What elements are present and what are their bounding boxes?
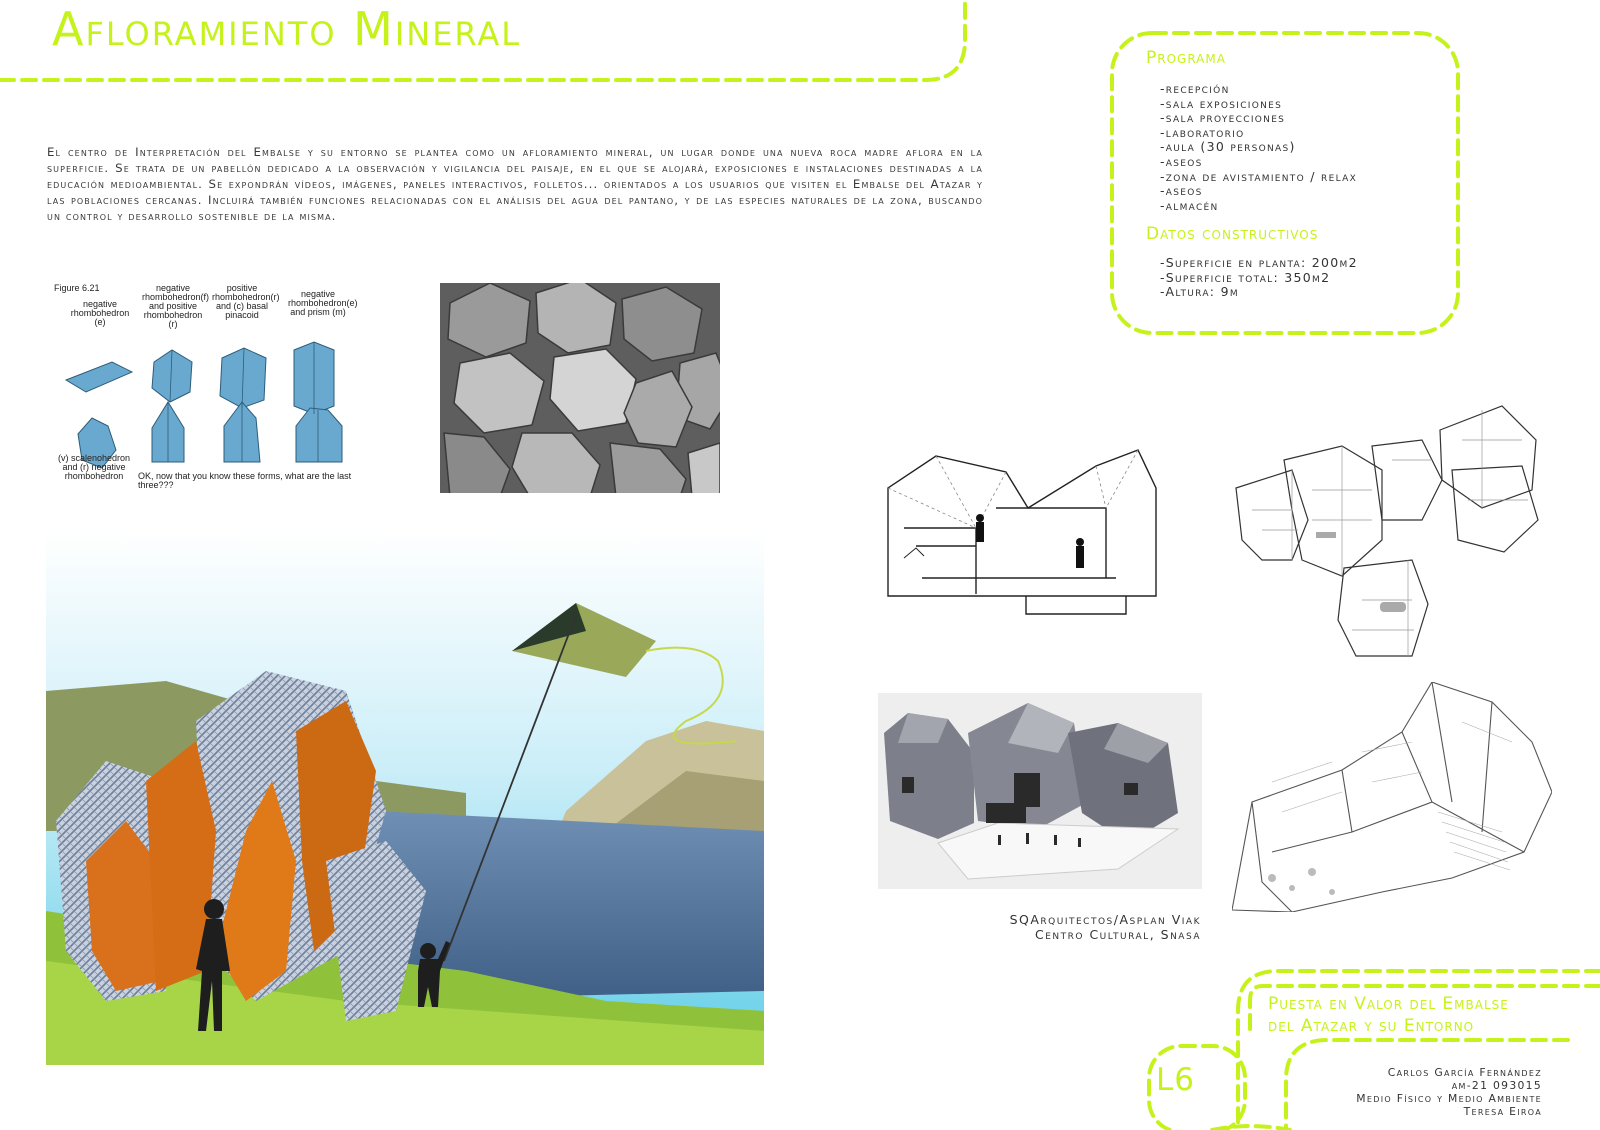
crystal-drawings (52, 322, 374, 470)
project-title-line: del Atazar y su Entorno (1268, 1016, 1475, 1036)
crystal-micrograph (440, 283, 720, 493)
datos-list (1160, 256, 1358, 300)
floor-plan-ground (1232, 682, 1552, 912)
list-item: -aseos (1160, 183, 1203, 199)
datos-heading: Datos constructivos (1146, 224, 1319, 244)
list-item: -sala exposiciones (1160, 95, 1283, 111)
crystal-forms-figure (52, 282, 374, 492)
student-code: am-21 093015 (1451, 1079, 1542, 1092)
crystal-label: negative rhombohedron (e) (70, 299, 130, 327)
crystal-label: negative rhombohedron(e) and prism (m) (288, 289, 358, 317)
list-item: -Superficie en planta: 200m2 (1160, 255, 1358, 270)
sheet-code-tail (1212, 1126, 1290, 1130)
intro-paragraph: El centro de Interpretación del Embalse y su entorno se plantea como un afloramiento mineral, un lugar donde una nueva roca madre aflora en la superficie. Se trata de un pabellón dedicado a la observación y vigilancia del paisaje, en el que se alojará, exposiciones e instalaciones destinadas a la educación medioambiental. Se expondrán vídeos, imágenes, paneles interactivos, folletos... orientados a los usuarios que visiten el Embalse del Atazar y las poblaciones cercanas. Incluirá también funciones relacionadas con el análisis del agua del pantano, y de las especies naturales de la zona, buscando un control y desarrollo sostenible de la misma. (47, 145, 983, 223)
floor-plan-upper (1232, 400, 1546, 668)
list-item: -Altura: 9m (1160, 284, 1239, 300)
crystal-label: negative rhombohedron(f) and positive rhombohedron (r) (142, 283, 210, 329)
list-item: -Superficie total: 350m2 (1160, 269, 1331, 285)
collage-render (46, 531, 764, 1065)
crystal-label: positive rhombohedron(r) and (c) basal pinacoid (212, 283, 280, 320)
list-item: -laboratorio (1160, 124, 1245, 140)
sheet-code: L6 (1156, 1062, 1195, 1098)
author-name: Carlos García Fernández (1387, 1066, 1542, 1079)
project-title (1268, 993, 1509, 1037)
programa-list (1160, 82, 1357, 213)
programa-heading: Programa (1146, 48, 1226, 68)
section-drawing (876, 438, 1166, 618)
list-item: -aseos (1160, 153, 1203, 169)
model-photo (878, 693, 1202, 889)
subject-name: Medio Físico y Medio Ambiente (1356, 1092, 1542, 1105)
list-item: -recepción (1160, 81, 1230, 96)
figure-question: OK, now that you know these forms, what are the last three??? (138, 471, 352, 490)
reference-caption (1010, 912, 1201, 942)
crystal-label: (v) scalenohedron and (r) negative rhombohedron (57, 453, 131, 481)
figure-label: Figure 6.21 (54, 283, 100, 293)
teacher-name: Teresa Eiroa (1463, 1105, 1542, 1118)
reference-building: Centro Cultural, Snasa (1035, 927, 1201, 942)
list-item: -almacén (1160, 197, 1219, 213)
list-item: -zona de avistamiento / relax (1160, 168, 1358, 184)
list-item: -sala proyecciones (1160, 110, 1286, 126)
reference-architects: SQArquitectos/Asplan Viak (1009, 912, 1201, 927)
list-item: -aula (30 personas) (1160, 139, 1296, 155)
page-title: Afloramiento Mineral (52, 2, 522, 56)
project-title-line: Puesta en Valor del Embalse (1268, 994, 1509, 1014)
credits-block (1356, 1066, 1542, 1118)
